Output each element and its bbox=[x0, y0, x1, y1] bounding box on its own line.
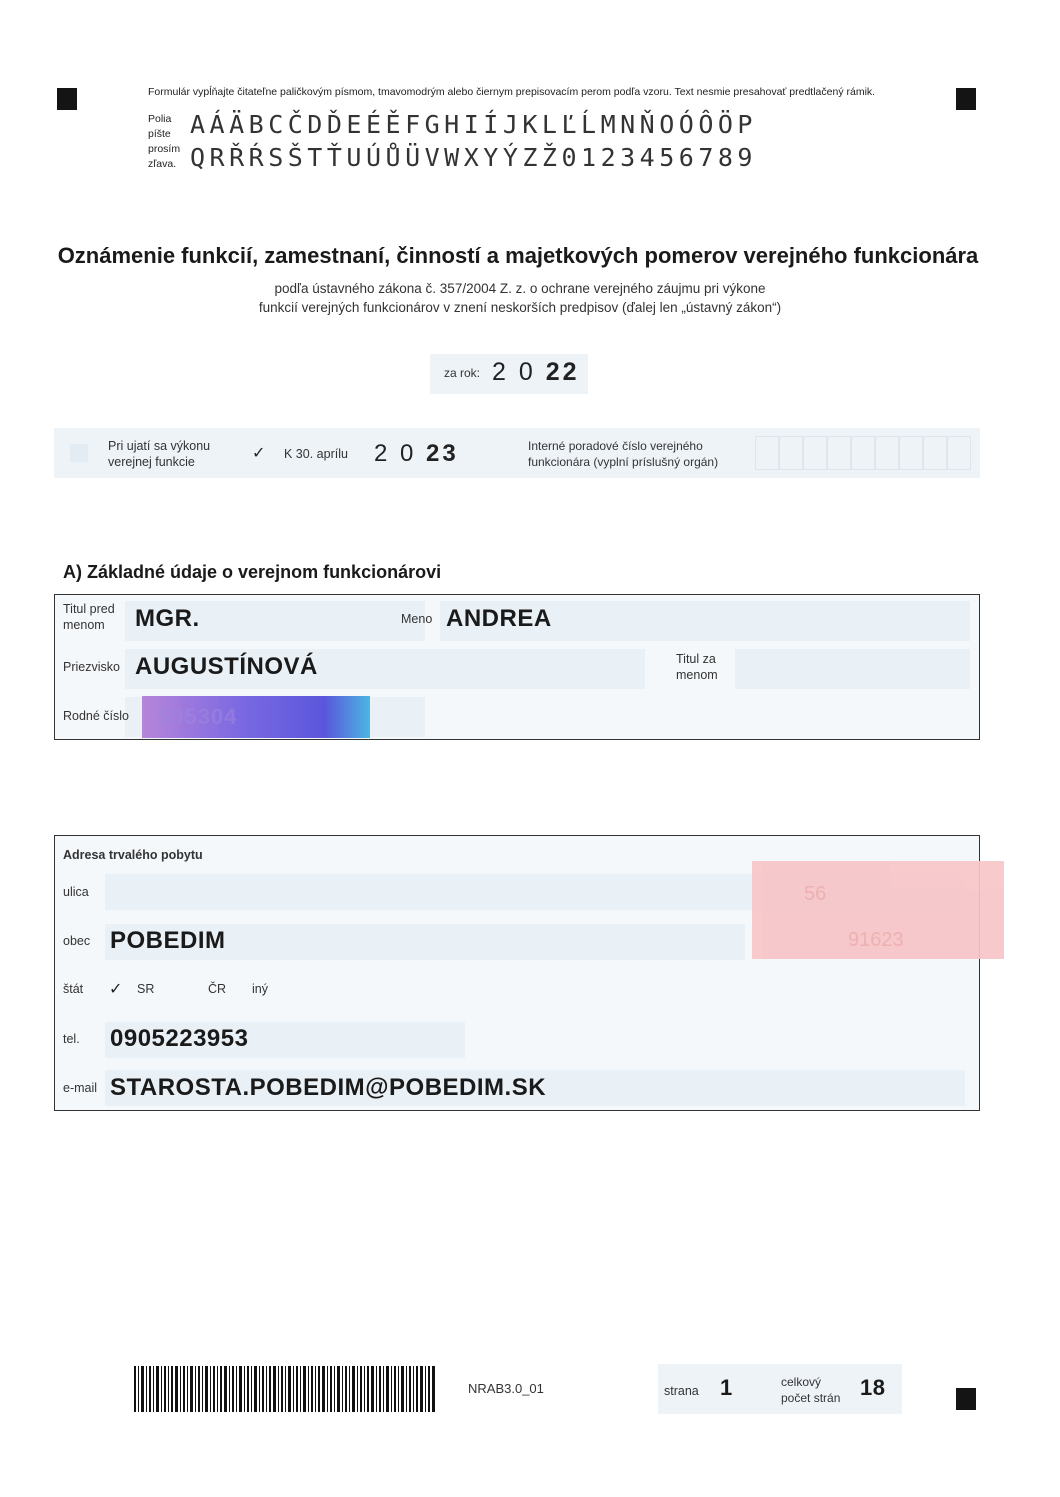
title-before-name-label: Titul pred menom bbox=[63, 602, 115, 632]
checkbox-on-taking-office[interactable] bbox=[70, 444, 88, 462]
email-label: e-mail bbox=[63, 1081, 98, 1095]
phone-field[interactable]: 0905223953 bbox=[110, 1025, 249, 1052]
registration-mark-bottom-right bbox=[956, 1388, 976, 1410]
surname-field[interactable]: AUGUSTÍNOVÁ bbox=[135, 653, 318, 680]
option-april-30-label: K 30. aprílu bbox=[284, 447, 348, 461]
street-label: ulica bbox=[63, 885, 89, 899]
state-label: štát bbox=[63, 982, 84, 996]
state-option-other[interactable]: iný bbox=[252, 982, 268, 996]
state-option-cr[interactable]: ČR bbox=[208, 982, 227, 996]
birth-number-redaction: 695304 bbox=[142, 696, 370, 738]
reporting-year-value[interactable]: 2 0 23 bbox=[374, 440, 459, 467]
city-label: obec bbox=[63, 934, 91, 948]
sample-label: Polia píšte prosím zľava. bbox=[148, 113, 181, 170]
form-code: NRAB3.0_01 bbox=[468, 1381, 544, 1396]
year-value[interactable]: 2 0 22 bbox=[492, 358, 580, 386]
internal-number-label: Interné poradové číslo verejného funkcionára (vyplní príslušný orgán) bbox=[528, 439, 719, 469]
title-after-name-label: Titul za menom bbox=[676, 652, 718, 682]
form-subtitle-line-2: funkcií verejných funkcionárov v znení neskorších predpisov (ďalej len „ústavný zákon“) bbox=[258, 300, 782, 315]
first-name-label: Meno bbox=[401, 612, 433, 626]
first-name-field[interactable]: ANDREA bbox=[446, 605, 552, 632]
state-option-sr[interactable]: SR bbox=[137, 982, 155, 996]
total-pages: 18 bbox=[860, 1375, 886, 1400]
sample-alphabet-row-1: AÁÄBCČDĎEÉĚFGHIÍJKLĽĹMNŇOÓÔÖP bbox=[190, 110, 757, 139]
internal-number-field[interactable] bbox=[755, 436, 975, 470]
check-icon[interactable]: ✓ bbox=[252, 445, 266, 462]
form-title: Oznámenie funkcií, zamestnaní, činností a majetkových pomerov verejného funkcionára bbox=[57, 243, 979, 268]
phone-label: tel. bbox=[63, 1032, 80, 1046]
city-field[interactable]: POBEDIM bbox=[110, 927, 226, 954]
registration-mark-top-right bbox=[956, 88, 976, 110]
total-pages-label: celkový počet strán bbox=[781, 1375, 841, 1405]
address-redaction: 56 91623 bbox=[752, 861, 1004, 959]
surname-label: Priezvisko bbox=[63, 660, 120, 674]
section-a-title: A) Základné údaje o verejnom funkcionárovi bbox=[63, 562, 442, 582]
registration-mark-top-left bbox=[57, 88, 77, 110]
form-subtitle-line-1: podľa ústavného zákona č. 357/2004 Z. z. o ochrane verejného záujmu pri výkone bbox=[274, 281, 766, 296]
barcode-image bbox=[134, 1366, 436, 1412]
sample-alphabet-row-2: QRŘŔSŠTŤUÚŮÜVWXYÝZŽ0123456789 bbox=[190, 143, 757, 172]
birth-number-label: Rodné číslo bbox=[63, 709, 130, 723]
title-before-name-field[interactable]: MGR. bbox=[135, 605, 200, 632]
form-instructions: Formulár vypĺňajte čitateľne paličkovým písmom, tmavomodrým alebo čiernym prepisovacím perom podľa vzoru. Text nesmie presahovať predtlačený rámik. bbox=[148, 86, 876, 98]
page-number: 1 bbox=[720, 1375, 733, 1400]
address-heading: Adresa trvalého pobytu bbox=[63, 848, 203, 862]
option-on-taking-office-label: Pri ujatí sa výkonu verejnej funkcie bbox=[108, 439, 211, 469]
year-label: za rok: bbox=[444, 366, 481, 380]
page-label: strana bbox=[664, 1384, 699, 1398]
check-icon[interactable]: ✓ bbox=[109, 981, 123, 998]
email-field[interactable]: STAROSTA.POBEDIM@POBEDIM.SK bbox=[110, 1074, 547, 1101]
